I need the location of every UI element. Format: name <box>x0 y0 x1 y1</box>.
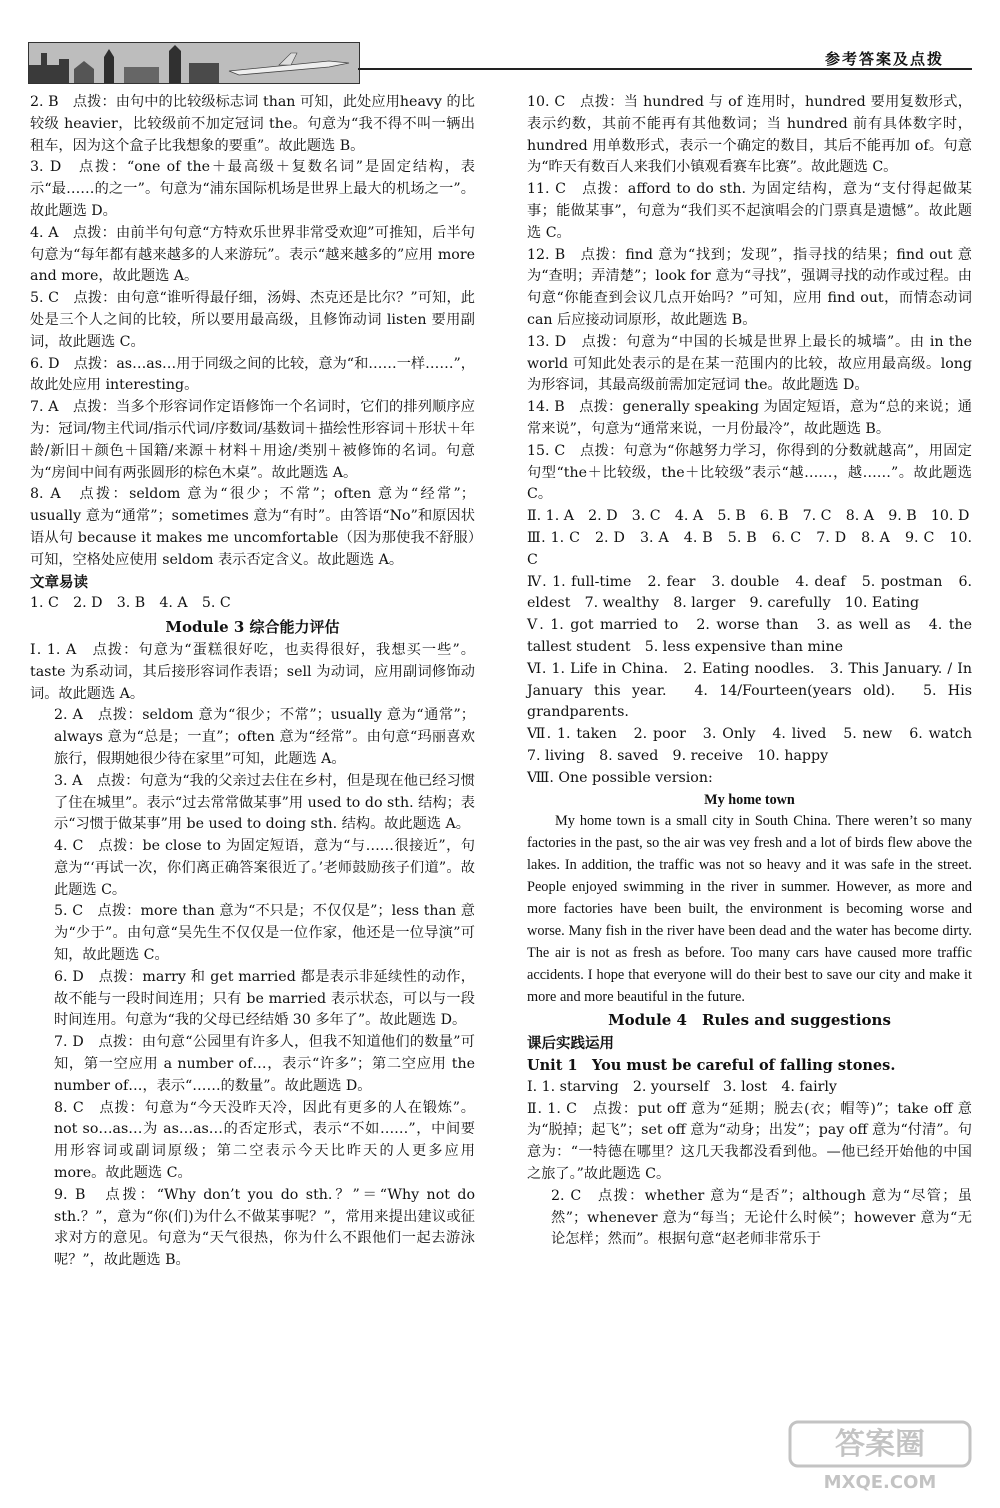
right-column <box>527 92 987 1251</box>
svg-text:MXQE.COM: MXQE.COM <box>823 1472 937 1493</box>
answer-item: 10. C 点拨：当 hundred 与 of 连用时，hundred 要用复数形式，表示约数，其前不能再有其他数词；当 hundred 前有具体数字时，hundred 用单数形式，表示一个确定的数目，其后不能再加 of。句意为“昨天有数百人来我们小镇观看赛车比赛”。故此题选 C。 <box>527 94 972 176</box>
answer-item: 14. B 点拨：generally speaking 为固定短语，意为“总的来说；通常来说”，句意为“通常来说，一月份最冷”，故此题选 B。 <box>527 399 972 437</box>
answer-item: 6. D 点拨：as…as…用于同级之间的比较，意为“和……一样……”，故此处应用 interesting。 <box>30 355 475 394</box>
header-banner-image <box>28 42 360 84</box>
answer-item: 6. D 点拨：marry 和 get married 都是表示非延续性的动作，故不能与一段时间连用；只有 be married 表示状态，可以与一段时间连用。句意为“我的父母已经结婚 30 多年了”。故此题选 D。 <box>54 968 475 1029</box>
essay-title: My home town <box>704 791 795 808</box>
answer-item: 15. C 点拨：句意为“你越努力学习，你得到的分数就越高”，用固定句型“the＋比较级，the＋比较级”表示“越……，越……”。故此题选 C。 <box>527 442 972 503</box>
page-header <box>28 38 972 86</box>
answer-item: 2. C 点拨：whether 意为“是否”；although 意为“尽管；虽然”；whenever 意为“每当；无论什么时候”；however 意为“无论怎样；然而”。根据句意“赵老师非常乐于 <box>551 1187 972 1248</box>
answer-item: 11. C 点拨：afford to do sth. 为固定结构，意为“支付得起做某事；能做某事”，句意为“我们买不起演唱会的门票真是遗憾”。故此题选 C。 <box>527 181 972 241</box>
answer-item: Ⅱ. 1. C 点拨：put off 意为“延期；脱去(衣；帽等)”；take off 意为“脱掉；起飞”；set off 意为“动身；出发”；pay off 意为“付清”。句意为：“一特德在哪里？这几天我都没看到他。—他已经开始他的中国之旅了。”故此题选 C。 <box>527 1100 972 1183</box>
module3-heading: Module 3 综合能力评估 <box>165 618 340 637</box>
answer-item: 4. C 点拨：be close to 为固定短语，意为“与……很接近”，句意为“‘再试一次，你们离正确答案很近了。’老师鼓励孩子们道”。故此题选 C。 <box>54 838 475 898</box>
answer-item: 8. A 点拨：seldom 意为“很少；不常”；often 意为“经常”；usually 意为“通常”；sometimes 意为“有时”。由答语“No”和原因状语从句 because it makes me uncomfortable（因为那使我不舒服）可知，空格处应使用 seldom 表示否定含义。故此题选 A。 <box>30 486 475 568</box>
section-heading-reading: 文章易读 <box>30 573 88 591</box>
answer-item: 3. D 点拨：“one of the＋最高级＋复数名词”是固定结构，表示“最……的之一”。句意为“浦东国际机场是世界上最大的机场之一”。故此题选 D。 <box>30 159 475 219</box>
answer-item: 3. A 点拨：句意为“我的父亲过去住在乡村，但是现在他已经习惯了住在城里”。表示“过去常常做某事”用 used to do sth. 结构；表示“习惯于做某事”用 be used to doing sth. 结构。故此题选 A。 <box>54 772 475 833</box>
watermark-logo-icon <box>780 1416 980 1496</box>
practice-heading: 课后实践运用 <box>527 1035 614 1053</box>
answer-item: 5. C 点拨：more than 意为“不只是；不仅仅是”；less than 意为“少于”。由句意“吴先生不仅仅是一位作家，他还是一位导演”可知，故此题选 C。 <box>54 903 475 964</box>
section-answers: Ⅳ. 1. full-time 2. fear 3. double 4. deaf 5. postman 6. eldest 7. wealthy 8. larger 9. carefully 10. Eating <box>527 573 972 612</box>
answer-item: 8. C 点拨：句意为“今天没昨天冷，因此有更多的人在锻炼”。not so…as…为 as…as…的否定形式，表示“不如……”，中间要用形容词或副词原级；第二空表示今天比昨天的人更多应用 more。故此题选 C。 <box>54 1099 475 1182</box>
essay-body: My home town is a small city in South China. There weren’t so many factories in the past, so the air was vey fresh and a lot of birds flew above the lakes. In addition, the traffic was not so heavy and it was safe in the street. People enjoyed swimming in the river in summer. However, as more and more factories have been built, the environment is becoming worse and worse. Many fish in the river have been dead and the water has become dirty. The air is not as fresh as before. Too many cars have caused more traffic accidents. I hope that everyone will do their best to save our city and make it more and more beautiful in the future. <box>527 813 972 1005</box>
section-answers: Ⅴ. 1. got married to 2. worse than 3. as well as 4. the tallest student 5. less expensive than mine <box>527 617 972 655</box>
answer-item: 9. B 点拨：“Why don’t you do sth.？”＝“Why not do sth.？”，意为“你(们)为什么不做某事呢？”，常用来提出建议或征求对方的意见。句意为“天气很热，你为什么不跟他们一起去游泳呢？”，故此题选 B。 <box>54 1186 475 1269</box>
unit1-heading: Unit 1 You must be careful of falling stones. <box>527 1057 896 1075</box>
answer-item: 12. B 点拨：find 意为“找到；发现”，指寻找的结果；find out 意为“查明；弄清楚”；look for 意为“寻找”，强调寻找的动作或过程。由句意“你能查到会议几点开始吗？”可知，应用 find out，而情态动词 can 后应接动词原形，故此题选 B。 <box>527 246 972 328</box>
section-answers: Ⅰ. 1. starving 2. yourself 3. lost 4. fairly <box>527 1078 837 1095</box>
section-answers: Ⅷ. One possible version: <box>527 769 713 786</box>
landmarks-illustration-icon <box>29 43 359 83</box>
answer-item: 4. A 点拨：由前半句句意“方特欢乐世界非常受欢迎”可推知，后半句句意为“每年都有越来越多的人来游玩”。表示“越来越多的”应用 more and more，故此题选 A。 <box>30 224 475 285</box>
answer-item: Ⅰ. 1. A 点拨：句意为“蛋糕很好吃，也卖得很好，我想买一些”。taste 为系动词，其后接形容词作表语；sell 为动词，应用副词修饰动词。故此题选 A。 <box>30 641 475 702</box>
section-answers: Ⅲ. 1. C 2. D 3. A 4. B 5. B 6. C 7. D 8. A 9. C 10. C <box>527 529 972 568</box>
svg-text:答案圈: 答案圈 <box>835 1427 925 1462</box>
answer-item: 13. D 点拨：句意为“中国的长城是世界上最长的城墙”。由 in the world 可知此处表示的是在某一范围内的比较，故应用最高级。long 为形容词，其最高级前需加定冠词 the。故此题选 D。 <box>527 333 972 394</box>
module4-heading: Module 4 Rules and suggestions <box>608 1011 891 1030</box>
answer-item: 7. D 点拨：由句意“公园里有许多人，但我不知道他们的数量”可知，第一空应用 a number of…，表示“许多”；第二空应用 the number of…，表示“……的数量”。故此题选 D。 <box>54 1034 475 1094</box>
header-title: 参考答案及点拨 <box>824 50 944 68</box>
answer-item: 2. A 点拨：seldom 意为“很少；不常”；usually 意为“通常”；always 意为“总是；一直”；often 意为“经常”。由句意“玛丽喜欢旅行，假期她很少待在家里”可知，此题选 A。 <box>54 707 475 767</box>
reading-answers: 1. C 2. D 3. B 4. A 5. C <box>30 595 231 612</box>
section-answers: Ⅵ. 1. Life in China. 2. Eating noodles. 3. This January. / In January this year. 4. 14/Fourteen(years old). 5. His grandparents. <box>527 660 972 721</box>
answer-item: 2. B 点拨：由句中的比较级标志词 than 可知，此处应用heavy 的比较级 heavier，比较级前不加定冠词 the。句意为“我不得不叫一辆出租车，因为这个盒子比我想象的要重”。故此题选 B。 <box>30 94 475 154</box>
left-column <box>30 92 475 1272</box>
answer-item: 5. C 点拨：由句意“谁听得最仔细，汤姆、杰克还是比尔？”可知，此处是三个人之间的比较，所以要用最高级，且修饰动词 listen 要用副词，故此题选 C。 <box>30 290 475 350</box>
section-answers: Ⅱ. 1. A 2. D 3. C 4. A 5. B 6. B 7. C 8. A 9. B 10. D <box>527 508 970 525</box>
section-answers: Ⅶ. 1. taken 2. poor 3. Only 4. lived 5. new 6. watch 7. living 8. saved 9. receive 10. happy <box>527 726 987 764</box>
answer-item: 7. A 点拨：当多个形容词作定语修饰一个名词时，它们的排列顺序应为：冠词/物主代词/指示代词/序数词/基数词＋描绘性形容词＋形状＋年龄/新旧＋颜色＋国籍/来源＋材料＋用途/类别＋被修饰的名词。句意为“房间中间有两张圆形的棕色木桌”。故此题选 A。 <box>30 399 475 481</box>
